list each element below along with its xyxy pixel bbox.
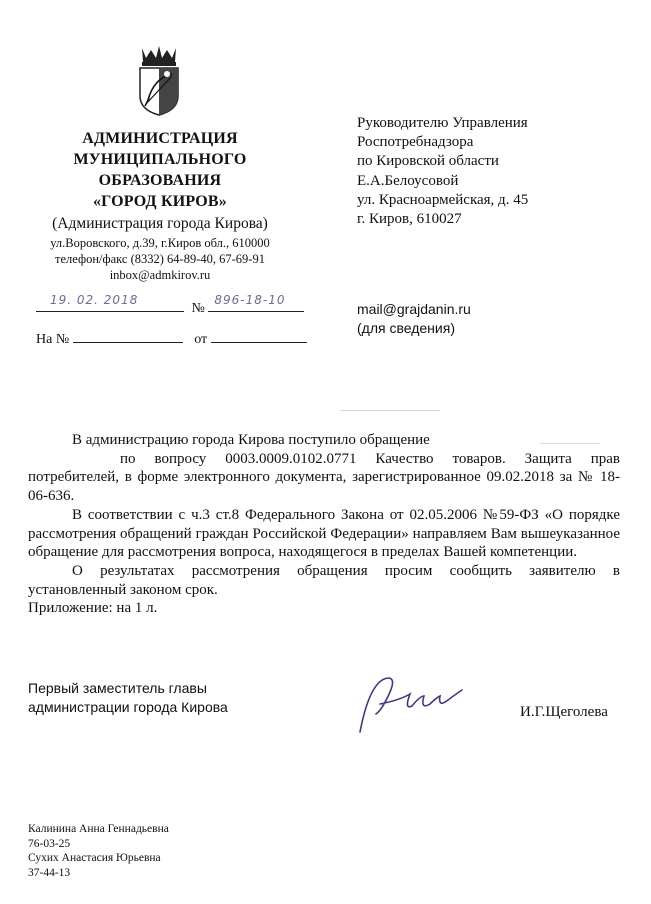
attachment-line: Приложение: на 1 л.: [28, 600, 158, 617]
number-sign: №: [191, 301, 205, 316]
sender-contacts: [20, 235, 300, 283]
executor-1-name: Калинина Анна Геннадьевна: [28, 823, 169, 835]
position-line-2: администрации города Кирова: [28, 699, 228, 715]
position-line-1: Первый заместитель главы: [28, 680, 207, 696]
sender-address: ул.Воровского, д.39, г.Киров обл., 610000: [50, 236, 270, 250]
outgoing-registration: [36, 293, 304, 317]
paragraph-3: О результатах рассмотрения обращения просим сообщить заявителю в установленный законом срок.: [28, 562, 620, 598]
executor-2-phone: 37-44-13: [28, 866, 71, 879]
copy-recipient: [357, 300, 471, 338]
addressee-line-6: г. Киров, 610027: [357, 211, 462, 228]
addressee-line-1: Руководителю Управления: [357, 115, 528, 131]
date-field: [36, 293, 184, 312]
scan-mark: [340, 410, 440, 411]
addressee-line-4: Е.А.Белоусовой: [357, 172, 459, 189]
org-line-4: «ГОРОД КИРОВ»: [92, 193, 227, 210]
org-line-3: ОБРАЗОВАНИЯ: [98, 172, 222, 189]
signer-name: И.Г.Щеголева: [520, 704, 608, 720]
org-short-name: (Администрация города Кирова): [52, 215, 268, 232]
executor-2-name: Сухих Анастасия Юрьевна: [28, 852, 161, 865]
on-number-label: На №: [36, 332, 70, 347]
copy-email: mail@grajdanin.ru: [357, 301, 471, 317]
addressee-block: [357, 114, 528, 229]
paragraph-1-rest: по вопросу 0003.0009.0102.0771 Качество товаров. Защита прав потребителей, в форме электронного документа, зарегистрированное 09.02.2018 за № 18-06-636.: [28, 450, 620, 505]
paragraph-2: В соответствии с ч.3 ст.8 Федерального Закона от 02.05.2006 №59-ФЗ «О порядке рассмотрения обращений граждан Российской Федерации» направляем Вам вышеуказанное обращение для рассмотрения вопроса, находящегося в пределах Вашей компетенции.: [28, 506, 620, 561]
handwritten-date: 19. 02. 2018: [50, 293, 139, 307]
signer-position: [28, 679, 228, 717]
addressee-line-3: по Кировской области: [357, 153, 499, 170]
addressee-line-2: Роспотребнадзора: [357, 134, 474, 151]
incoming-reference: [36, 328, 307, 348]
addressee-line-5: ул. Красноармейская, д. 45: [357, 191, 529, 208]
org-line-1: АДМИНИСТРАЦИЯ: [82, 130, 238, 147]
number-field: [208, 293, 304, 312]
on-number-field: [73, 328, 183, 343]
sender-phone: телефон/факс (8332) 64-89-40, 67-69-91: [55, 252, 265, 266]
coat-of-arms-emblem: [134, 44, 184, 116]
sender-organization: [20, 128, 300, 234]
handwritten-number: 896-18-10: [214, 293, 286, 307]
executor-info: [28, 822, 169, 880]
from-date-field: [211, 328, 307, 343]
letter-body: [28, 431, 620, 618]
handwritten-signature: [340, 670, 470, 740]
executor-1-phone: 76-03-25: [28, 837, 71, 850]
org-line-2: МУНИЦИПАЛЬНОГО: [73, 151, 247, 168]
from-label: от: [194, 332, 208, 347]
copy-note: (для сведения): [357, 320, 455, 336]
paragraph-1-line-1: В администрацию города Кирова поступило обращение: [72, 432, 430, 448]
sender-email: inbox@admkirov.ru: [109, 268, 211, 282]
